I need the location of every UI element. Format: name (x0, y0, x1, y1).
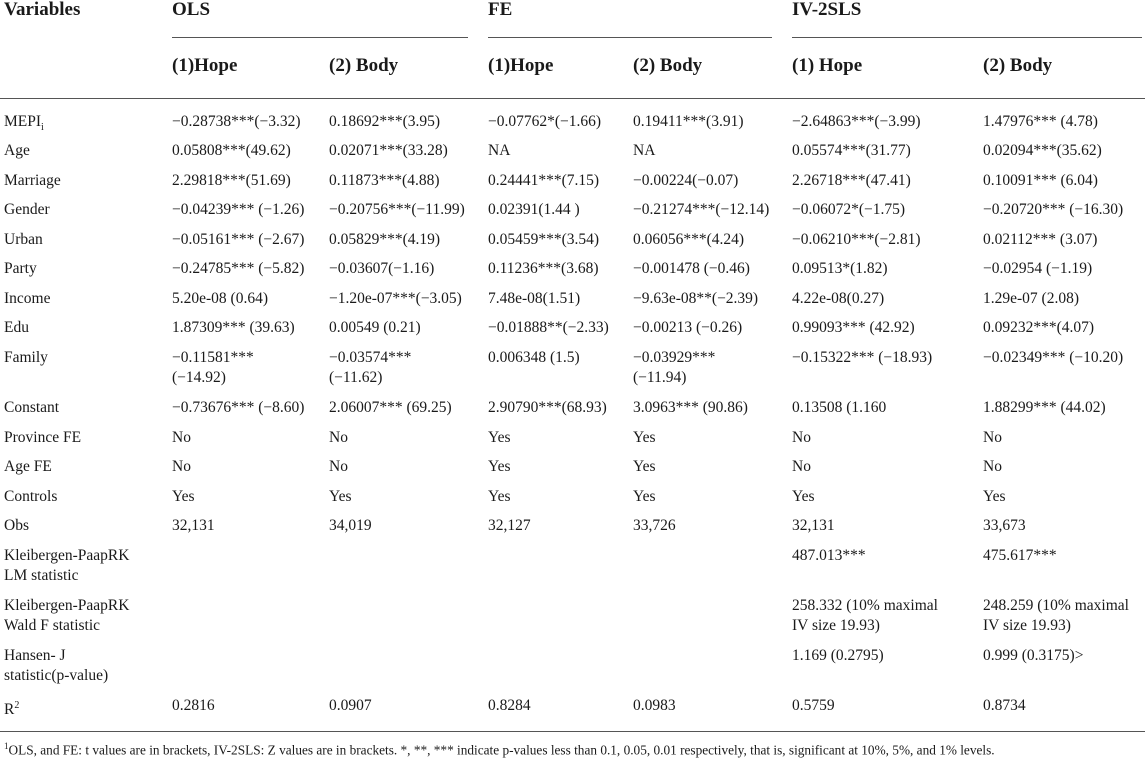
table-cell: 258.332 (10% maximal (792, 597, 938, 614)
table-cell: 0.11236***(3.68) (488, 260, 599, 277)
table-cell: −0.15322*** (−18.93) (792, 349, 933, 366)
table-cell: 0.99093*** (42.92) (792, 319, 915, 336)
table-cell: Yes (488, 429, 511, 446)
column-subheader: (2) Body (329, 55, 399, 76)
row-label-text: Family (4, 349, 48, 366)
table-cell: No (792, 429, 811, 446)
row-label (4, 646, 66, 666)
table-cell: −0.03607(−1.16) (329, 260, 435, 277)
table-cell-line2: (−11.94) (633, 369, 687, 386)
table-cell: 32,131 (172, 517, 215, 534)
table-cell: −0.06072*(−1.75) (792, 201, 906, 218)
row-label (4, 696, 19, 720)
table-cell: 1.29e-07 (2.08) (983, 290, 1079, 307)
table-cell: 33,673 (983, 517, 1026, 534)
row-label-text: Age FE (4, 458, 52, 475)
table-cell: 0.09513*(1.82) (792, 260, 888, 277)
table-cell: 0.0907 (329, 697, 372, 714)
table-cell: 0.8734 (983, 697, 1026, 714)
table-cell: 0.00549 (0.21) (329, 319, 421, 336)
row-label (4, 516, 29, 536)
table-cell: Yes (633, 429, 656, 446)
table-cell: Yes (792, 488, 815, 505)
table-cell: −0.03929*** (633, 349, 716, 366)
table-cell: 0.5759 (792, 697, 835, 714)
row-label-text: Party (4, 260, 37, 277)
table-cell: 0.05574***(31.77) (792, 142, 911, 159)
table-cell: 248.259 (10% maximal (983, 597, 1129, 614)
row-label-text: Controls (4, 488, 58, 505)
row-label (4, 348, 48, 368)
table-cell: No (983, 429, 1002, 446)
table-cell: −0.11581*** (172, 349, 254, 366)
row-label-text: Constant (4, 399, 60, 416)
table-cell: 0.999 (0.3175)> (983, 647, 1084, 664)
column-subheader: (1) Hope (792, 55, 863, 76)
table-cell: 0.24441***(7.15) (488, 172, 600, 189)
row-label-line2: Wald F statistic (4, 617, 101, 634)
row-label-text: Edu (4, 319, 29, 336)
table-cell: Yes (488, 488, 511, 505)
table-cell: No (792, 458, 811, 475)
table-cell: No (329, 429, 348, 446)
table-cell-line2: IV size 19.93) (792, 617, 880, 634)
row-label (4, 171, 61, 191)
table-cell: −0.20756***(−11.99) (329, 201, 465, 218)
table-cell: 7.48e-08(1.51) (488, 290, 581, 307)
table-cell: −0.73676*** (−8.60) (172, 399, 305, 416)
table-cell: 0.06056***(4.24) (633, 231, 745, 248)
row-label-text: Income (4, 290, 51, 307)
table-rule (0, 98, 1145, 99)
table-cell: 2.26718***(47.41) (792, 172, 911, 189)
table-cell: −2.64863***(−3.99) (792, 113, 921, 130)
table-cell: −0.00224(−0.07) (633, 172, 739, 189)
table-cell: 0.02094***(35.62) (983, 142, 1102, 159)
row-label-text: MEPI (4, 113, 42, 130)
table-cell: Yes (488, 458, 511, 475)
table-cell: 0.09232***(4.07) (983, 319, 1095, 336)
table-cell: 1.87309*** (39.63) (172, 319, 295, 336)
row-label-text: Province FE (4, 429, 82, 446)
row-label-text: Kleibergen-PaapRK (4, 547, 130, 564)
row-label-text: Gender (4, 201, 50, 218)
table-cell: Yes (329, 488, 352, 505)
table-cell: 2.29818***(51.69) (172, 172, 291, 189)
column-subheader: (2) Body (633, 55, 703, 76)
row-label-text: R (4, 701, 15, 719)
table-rule (792, 37, 1142, 38)
table-cell-line2: (−11.62) (329, 369, 383, 386)
row-label (4, 318, 29, 338)
table-rule (0, 731, 1145, 732)
table-cell: Yes (172, 488, 195, 505)
table-cell: NA (488, 142, 511, 159)
table-cell: 0.8284 (488, 697, 531, 714)
table-cell: 0.006348 (1.5) (488, 349, 580, 366)
table-cell: 0.19411***(3.91) (633, 113, 744, 130)
table-cell: −0.03574*** (329, 349, 412, 366)
row-label-text: Urban (4, 231, 43, 248)
table-cell: −0.00213 (−0.26) (633, 319, 743, 336)
row-label (4, 259, 37, 279)
table-cell: No (983, 458, 1002, 475)
row-label (4, 230, 43, 250)
variables-header: Variables (4, 0, 81, 20)
table-cell: −0.28738***(−3.32) (172, 113, 301, 130)
table-cell: 0.05829***(4.19) (329, 231, 441, 248)
table-cell: −0.21274***(−12.14) (633, 201, 770, 218)
table-cell: Yes (983, 488, 1006, 505)
row-label-text: Obs (4, 517, 29, 534)
row-label (4, 141, 30, 161)
table-cell: 3.0963*** (90.86) (633, 399, 748, 416)
table-cell: −0.05161*** (−2.67) (172, 231, 305, 248)
table-cell: 2.90790***(68.93) (488, 399, 607, 416)
table-cell: 1.169 (0.2795) (792, 647, 884, 664)
table-cell: −0.20720*** (−16.30) (983, 201, 1124, 218)
table-cell: 0.0983 (633, 697, 676, 714)
row-label-line2: statistic(p-value) (4, 667, 109, 684)
table-cell: −0.001478 (−0.46) (633, 260, 750, 277)
table-cell: −9.63e-08**(−2.39) (633, 290, 759, 307)
table-cell: No (172, 429, 191, 446)
group-header: IV-2SLS (792, 0, 862, 20)
row-label (4, 112, 44, 138)
table-cell: No (172, 458, 191, 475)
row-label-superscript: 2 (14, 700, 20, 711)
table-cell: −1.20e-07***(−3.05) (329, 290, 462, 307)
table-rule (488, 37, 772, 38)
row-label (4, 200, 50, 220)
table-cell: −0.04239*** (−1.26) (172, 201, 305, 218)
row-label (4, 428, 81, 448)
group-header: OLS (172, 0, 211, 20)
table-cell-line2: IV size 19.93) (983, 617, 1071, 634)
row-label-line2: LM statistic (4, 567, 79, 584)
row-label-text: Kleibergen-PaapRK (4, 597, 130, 614)
row-label-subscript: i (41, 122, 44, 134)
table-cell: 0.02112*** (3.07) (983, 231, 1098, 248)
table-cell: −0.07762*(−1.66) (488, 113, 602, 130)
row-label (4, 457, 52, 477)
table-cell: NA (633, 142, 656, 159)
footnote-text: OLS, and FE: t values are in brackets, IV-2SLS: Z values are in brackets. *, **, *** indicate p-values less than 0.1, 0.05, 0.01 respectively, that is, significant at 10%, 5%, and 1% levels. (8, 742, 995, 758)
table-cell: 32,131 (792, 517, 835, 534)
table-cell: 2.06007*** (69.25) (329, 399, 452, 416)
table-cell: 34,019 (329, 517, 372, 534)
row-label (4, 487, 57, 507)
table-cell: 487.013*** (792, 547, 866, 564)
table-cell: Yes (633, 458, 656, 475)
table-cell-line2: (−14.92) (172, 369, 226, 386)
row-label (4, 596, 129, 616)
table-cell: 0.02071***(33.28) (329, 142, 448, 159)
table-cell: No (329, 458, 348, 475)
column-subheader: (1)Hope (488, 55, 554, 76)
table-cell: 0.05808***(49.62) (172, 142, 291, 159)
group-header: FE (488, 0, 513, 20)
table-cell: 4.22e-08(0.27) (792, 290, 885, 307)
table-footnote (4, 741, 995, 758)
table-cell: 1.88299*** (44.02) (983, 399, 1106, 416)
column-subheader: (2) Body (983, 55, 1053, 76)
table-cell: 0.2816 (172, 697, 215, 714)
table-cell: 0.11873***(4.88) (329, 172, 440, 189)
table-cell: 0.02391(1.44 ) (488, 201, 580, 218)
row-label-text: Marriage (4, 172, 61, 189)
table-cell: 0.18692***(3.95) (329, 113, 441, 130)
table-cell: −0.02954 (−1.19) (983, 260, 1093, 277)
table-cell: −0.24785*** (−5.82) (172, 260, 305, 277)
row-label (4, 289, 50, 309)
table-rule (172, 37, 468, 38)
table-cell: 32,127 (488, 517, 531, 534)
table-cell: 0.05459***(3.54) (488, 231, 600, 248)
table-cell: −0.02349*** (−10.20) (983, 349, 1124, 366)
table-cell: −0.01888**(−2.33) (488, 319, 609, 336)
column-subheader: (1)Hope (172, 55, 238, 76)
table-cell: 0.10091*** (6.04) (983, 172, 1098, 189)
row-label (4, 546, 129, 566)
table-cell: 33,726 (633, 517, 676, 534)
table-cell: −0.06210***(−2.81) (792, 231, 921, 248)
table-cell: Yes (633, 488, 656, 505)
table-cell: 5.20e-08 (0.64) (172, 290, 268, 307)
table-cell: 475.617*** (983, 547, 1057, 564)
row-label (4, 398, 59, 418)
footnote-marker: 1 (4, 741, 9, 751)
row-label-text: Hansen- J (4, 647, 66, 664)
row-label-text: Age (4, 142, 30, 159)
table-cell: 0.13508 (1.160 (792, 399, 887, 416)
table-cell: 1.47976*** (4.78) (983, 113, 1098, 130)
